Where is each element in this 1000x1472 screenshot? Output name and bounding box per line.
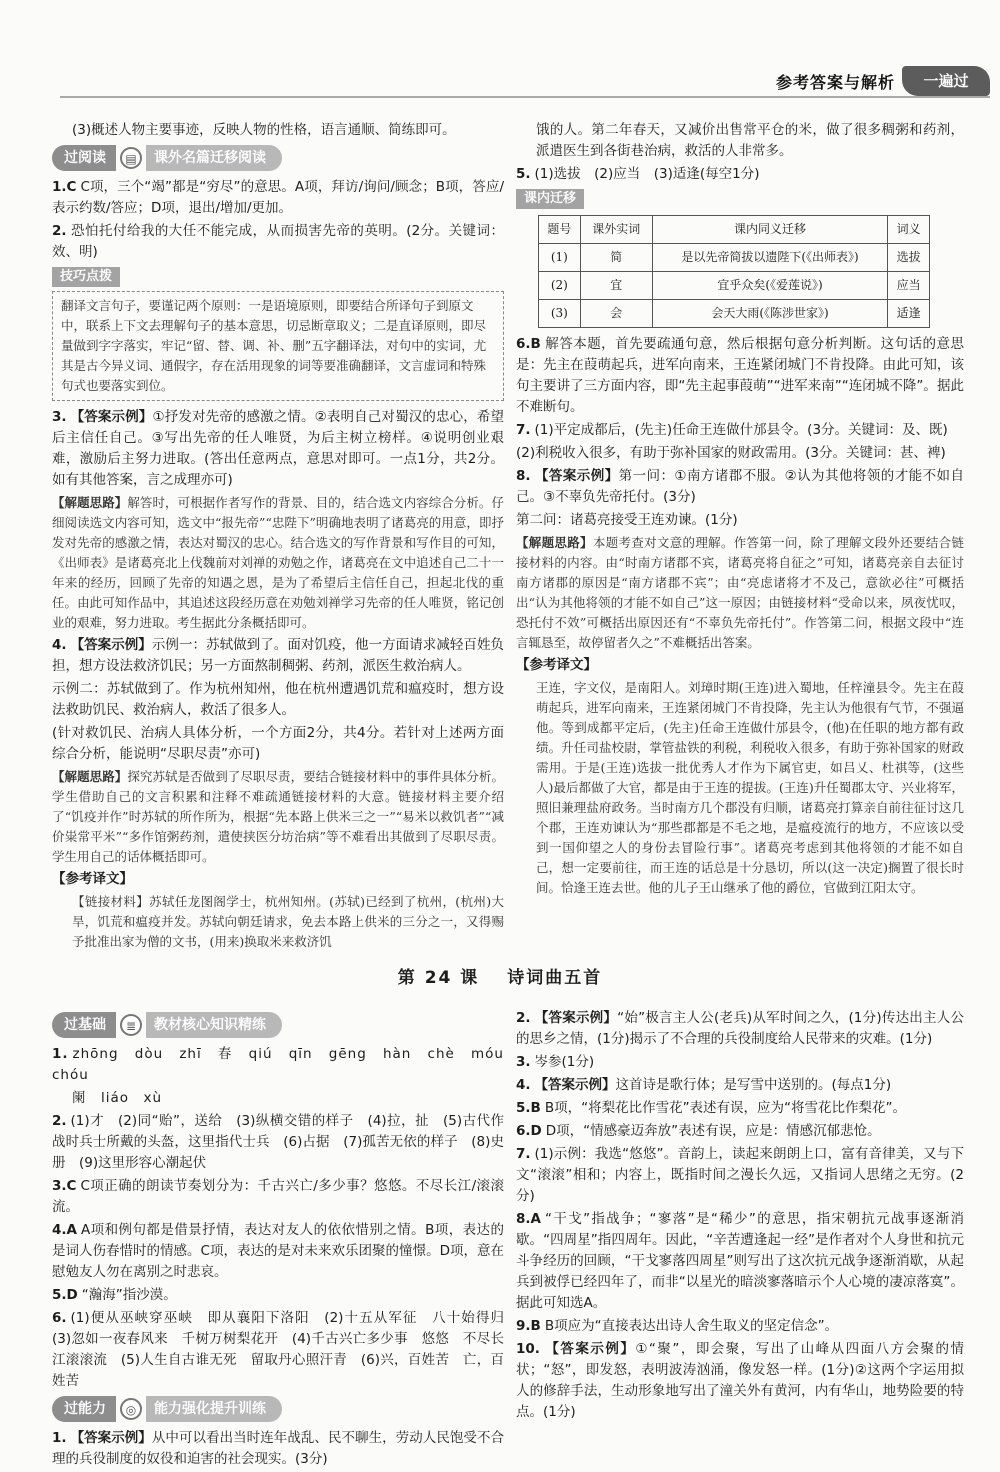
answer-item: 4.A A项和例句都是借景抒情，表达对友人的依依惜别之情。B项，表达的是词人伤春惜时的情感。C项，表达的是对未来欢乐团聚的憧憬。D项，意在慰勉友人勿在离别之时悲哀。 [52,1222,504,1280]
answer-item: 1.C C项，三个“竭”都是“穷尽”的意思。A项，拜访/询问/顾念；B项，答应/表示约数/答应；D项，退出/增加/更加。 [52,179,504,216]
answer-item: 6.B 解答本题，首先要疏通句意，然后根据句意分析判断。这句话的意思是：先主在葭萌起兵，进军向南来，王连紧闭城门不肯投降。由此可知，该句主要讲了三方面内容，即“先主起事葭萌”“进军来南”“连闭城不降”。据此不难断句。 [516,336,964,415]
translation-label: 【参考译文】 [516,657,597,673]
answer-item: 9.B B项应为“直接表达出诗人舍生取义的坚定信念”。 [516,1318,839,1334]
answer-item: 7. (1)示例：我选“悠悠”。音韵上，读起来朗朗上口，富有音律美，又与下文“滚滚”相和；内容上，既指时间之漫长久远，又指词人思绪之无穷。(2分) [516,1146,964,1204]
translation-label: 【参考译文】 [52,871,133,887]
section-banner-basics [52,1012,504,1038]
tips-box: 翻译文言句子，要谨记两个原则：一是语境原则，即要结合所译句子到原文中，联系上下文去理解句子的基本意思，切忌断章取义；二是直译原则，即尽量做到字字落实，牢记“留、替、调、补、删”五字翻译法，对句中的实词，尤其是古今异义词、通假字，存在活用现象的词等要准确翻译，文言虚词和特殊句式也要落实到位。 [52,291,504,401]
right-column-top [516,120,964,900]
answer-item: 8.A “干戈”指战争；“寥落”是“稀少”的意思，指宋朝抗元战事逐渐消歇。“四周星”指四周年。因此，“辛苦遭逢起一经”是作者对个人身世和抗元斗争经历的回顾，“干戈寥落四周星”则写出了这次抗元战争逐渐消歇，从起兵到被俘已经四年了，而非“以星光的暗淡寥落暗示个人心境的凄凉落寞”。据此可知选A。 [516,1211,964,1311]
analysis-block: 【解题思路】本题考查对文意的理解。作答第一问，除了理解文段外还要结合链接材料的内容。由“时南方诸郡不宾，诸葛亮将自征之”可知，诸葛亮亲自去征讨南方诸郡的原因是“南方诸郡不宾”；由“亮虑诸将才不及己，意欲必往”可概括出“认为其他将领的才能不如自己”这一原因；由链接材料“受命以来，夙夜忧叹，恐托付不效”可概括出原因还有“不辜负先帝托付”。作答第二问，根据文段中“连言辄恳至，故停留者久之”不难概括出答案。 [516,535,964,650]
translation-block: 王连，字文仪，是南阳人。刘璋时期(王连)进入蜀地，任梓潼县令。先主在葭萌起兵，进军向南来，王连紧闭城门不肯投降，先主认为他很有气节，不强逼他。等到成都平定后，(先主)任命王连做什邡县令，(他)在任职的地方都有政绩。升任司盐校尉，掌管盐铁的利税，利税收入很多，有助于弥补国家的财政需用。于是(王连)选拔一批优秀人才作为下属官吏，如吕乂、杜祺等，(这些人)最后都做了大官，都是由于王连的提拔。(王连)升任蜀郡太守、兴业将军，照旧兼理盐府政务。当时南方几个郡没有归顺，诸葛亮打算亲自前往征讨这几个郡，王连劝谏认为“那些郡都是不毛之地，是瘟疫流行的地方，不应该以受到一国仰望之人的身份去冒险行事”。诸葛亮考虑到其他将领的才能不如自己，想一定要前往，而王连的话总是十分恳切，所以(这一决定)搁置了很长时间。恰逢王连去世。他的儿子王山继承了他的爵位，官做到江阳太守。 [536,680,964,895]
continued-text: 饿的人。第二年春天，又减价出售常平仓的米，做了很多稠粥和药剂，派遣医生到各街巷治病，救活的人非常多。 [536,122,964,159]
answer-item: 4. 【答案示例】这首诗是歌行体；是写雪中送别的。(每点1分) [516,1077,892,1093]
section-banner-ability [52,1396,504,1422]
answer-item: 2. 恐怕托付给我的大任不能完成，从而损害先帝的英明。(2分。关键词：效、明) [52,223,504,260]
answer-item: 6.D D项，“情感豪迈奔放”表述有误，应是：情感沉郁悲怆。 [516,1123,881,1139]
analysis-block: 【解题思路】解答时，可根据作者写作的背景、目的，结合选文内容综合分析。仔细阅读选文内容可知，选文中“报先帝”“忠陛下”明确地表明了诸葛亮的用意，即抒发对先帝的感激之情，表达对蜀汉的忠心。结合选文的写作背景和写作目的可知，《出师表》是诸葛亮北上伐魏前对刘禅的劝勉之作，诸葛亮在文中追述自己二十一年来的经历，回顾了先帝的知遇之恩，是为了希望后主信任自己，担起北伐的重任。由此可知作品中，其追述这段经历意在劝勉刘禅学习先帝的任人唯贤，铭记创业的艰难，努力进取。考生据此分条概括即可。 [52,495,504,630]
transfer-table [538,215,930,328]
banner-left: 过基础 [52,1012,116,1038]
answer-item: 3.C C项正确的朗读节奏划分为：千古兴亡/多少事？悠悠。不尽长江/滚滚流。 [52,1178,504,1215]
answer-item: 6. (1)便从巫峡穿巫峡 即从襄阳下洛阳 (2)十五从军征 八十始得归 (3)忽如一夜春风来 千树万树梨花开 (4)千古兴亡多少事 悠悠 不尽长江滚滚流 (5)人生自古谁无死 留取丹心照汗青 (6)兴，百姓苦 亡，百姓苦 [52,1310,518,1389]
answer-line: 第二问：诸葛亮接受王连劝谏。(1分) [516,512,738,528]
answer-item: 4. 【答案示例】示例一：苏轼做到了。面对饥疫，他一方面请求减轻百姓负担，想方设法救济饥民；另一方面熬制稠粥、药剂，派医生救治病人。 [52,637,505,674]
header-title: 参考答案与解析 [775,73,895,92]
table-row: (2) 宜 宜乎众矣(《爱莲说》) 应当 [539,272,930,300]
header-rule [60,96,990,98]
left-column-bottom [52,1008,519,1472]
left-column-top [52,120,504,954]
answer-line: (针对救饥民、治病人具体分析，一个方面2分，共4分。若针对上述两方面综合分析，能说明“尽职尽责”亦可) [52,725,504,762]
answer-item: 8. 【答案示例】第一问：①南方诸郡不服。②认为其他将领的才能不如自己。③不辜负先帝托付。(3分) [516,468,964,505]
answer-line: 示例二：苏轼做到了。作为杭州知州，他在杭州遭遇饥荒和瘟疫时，想方设法救助饥民、救治病人，救活了很多人。 [52,681,504,718]
answer-item: 3. 【答案示例】①抒发对先帝的感激之情。②表明自己对蜀汉的忠心，希望后主信任自己。③写出先帝的任人唯贤，为后主树立榜样。④说明创业艰难，激励后主努力进取。(答出任意两点，意思对即可。一点1分，共2分。如有其他答案，言之成理亦可) [52,409,504,488]
answer-line: (2)利税收入很多，有助于弥补国家的财政需用。(3分。关键词：甚、裨) [516,445,946,461]
answer-item: 7. (1)平定成都后，(先主)任命王连做什邡县令。(3分。关键词：及、既) [516,422,948,438]
banner-right: 能力强化提升训练 [146,1396,282,1422]
answer-item: 1. 【答案示例】从中可以看出当时连年战乱、民不聊生，劳动人民饱受不合理的兵役制度的奴役和迫害的社会现实。(3分) [52,1430,505,1467]
translation-block: 【链接材料】苏轼任龙图阁学士，杭州知州。(苏轼)已经到了杭州，(杭州)大旱，饥荒和瘟疫并发。苏轼向朝廷请求，免去本路上供米的三分之一，又得赐予批准出家为僧的文书，(用来)换取米来救济饥 [72,894,504,949]
banner-right: 教材核心知识精练 [146,1012,282,1038]
intro-line: (3)概述人物主要事迹，反映人物的性格，语言通顺、简练即可。 [72,122,456,138]
analysis-block: 【解题思路】探究苏轼是否做到了尽职尽责，要结合链接材料中的事件具体分析。学生借助自己的文言积累和注释不难疏通链接材料的大意。链接材料主要介绍了“饥疫并作”时苏轼的所作所为，根据“先本路上供米三之一”“易米以救饥者”“减价粜常平米”“多作馆粥药剂，遣使挟医分坊治病”等不难看出其做到了尽职尽责。学生用自己的话体概括即可。 [52,769,504,864]
brand-logo: 一遍过 [902,66,990,96]
banner-right: 课外名篇迁移阅读 [146,145,282,171]
lesson-title [0,968,1000,989]
answer-item: 1. zhōng dòu zhī 春 qiú qīn gēng hàn chè móu chóu [52,1046,519,1083]
answer-item: 3. 岑参(1分) [516,1054,595,1070]
lesson-number: 第 24 课 [397,968,480,988]
document-icon: ≣ [120,1014,142,1036]
table-header-row: 题号 课外实词 课内同义迁移 词义 [539,216,930,244]
medal-icon: ◎ [120,1398,142,1420]
answer-item: 10. 【答案示例】①“聚”，即会聚，写出了山峰从四面八方会聚的情状；“怒”，即发怒，表明波涛汹涌，像发怒一样。(1分)②这两个字运用拟人的修辞手法，生动形象地写出了潼关外有黄河，内有华山，地势险要的特点。(1分) [516,1341,965,1420]
lesson-name: 诗词曲五首 [507,968,603,988]
banner-left: 过能力 [52,1396,116,1422]
answer-item: 5.D “瀚海”指沙漠。 [52,1287,177,1303]
section-banner-reading [52,145,504,171]
answer-item: 2. 【答案示例】“始”极言主人公(老兵)从军时间之久，(1分)传达出主人公的思乡之情，(1分)揭示了不合理的兵役制度给人民带来的灾难。(1分) [516,1010,964,1047]
banner-left: 过阅读 [52,145,116,171]
tips-label: 技巧点拨 [52,267,120,287]
book-icon: ▤ [120,147,142,169]
answer-line: 阑 liáo xù [72,1090,163,1106]
answer-item: 5.B B项，“将梨花比作雪花”表述有误，应为“将雪花比作梨花”。 [516,1100,907,1116]
transfer-label: 课内迁移 [516,189,584,209]
right-column-bottom [516,1008,964,1425]
table-row: (1) 简 是以先帝简拔以遗陛下(《出师表》) 选拔 [539,244,930,272]
answer-item: 5. (1)选拔 (2)应当 (3)适逢(每空1分) [516,166,760,182]
table-row: (3) 会 会天大雨(《陈涉世家》) 适逢 [539,300,930,328]
page-header [60,60,990,100]
answer-item: 2. (1)才 (2)同“贻”，送给 (3)纵横交错的样子 (4)拉，扯 (5)古代作战时兵士所戴的头盔，这里指代士兵 (6)占据 (7)孤苦无依的样子 (8)史册 (9)这里形容心潮起伏 [52,1113,504,1171]
